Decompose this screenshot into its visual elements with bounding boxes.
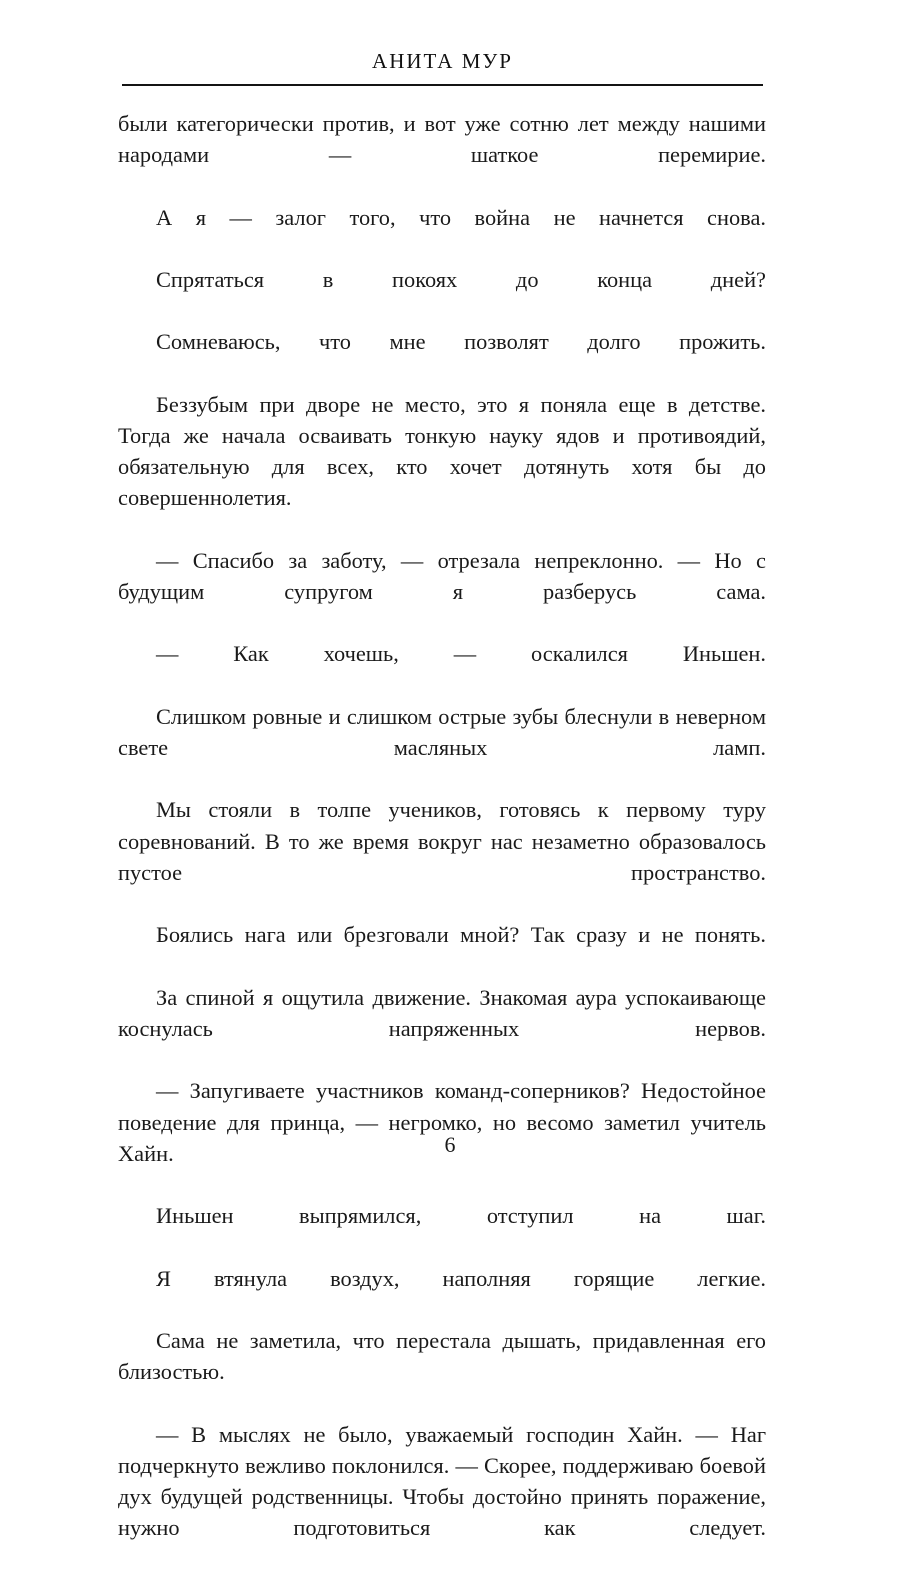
body-paragraph: Слишком ровные и слишком острые зубы блеснули в неверном свете масляных ламп.	[118, 703, 766, 761]
body-paragraph: Иньшен выпрямился, отступил на шаг.	[156, 1203, 766, 1229]
body-paragraph: За спиной я ощутила движение. Знакомая аура успокаивающе коснулась напряженных нервов.	[118, 984, 766, 1041]
body-paragraph: — Спасибо за заботу, — отрезала непреклонно. — Но с будущим супругом я разберусь сама.	[118, 547, 766, 605]
page-number-folio	[0, 1132, 900, 1158]
running-head	[122, 50, 763, 73]
body-paragraph: Я втянула воздух, наполняя горящие легкие.	[156, 1265, 766, 1291]
body-paragraph: Сомневаюсь, что мне позволят долго прожить.	[156, 329, 766, 355]
body-text-block	[118, 108, 766, 1575]
body-paragraph: Беззубым при дворе не место, это я поняла еще в детстве. Тогда же начала осваивать тонкую науку ядов и противоядий, обязательную для всех, кто хочет дотянуть хотя бы до совершеннолетия.	[118, 391, 766, 511]
body-paragraph: — Запугиваете участников команд-соперников? Недостойное поведение для принца, — негромко, но весомо заметил учитель Хайн.	[118, 1078, 766, 1166]
body-paragraph: — В мыслях не было, уважаемый господин Хайн. — Наг подчеркнуто вежливо поклонился. — Скорее, поддерживаю боевой дух будущей родственницы. Чтобы достойно принять поражение, нужно подготовиться как следует.	[118, 1421, 766, 1541]
body-paragraph: были категорически против, и вот уже сотню лет между нашими народами — шаткое перемирие.	[118, 111, 766, 168]
body-paragraph: — Как хочешь, — оскалился Иньшен.	[156, 641, 766, 667]
page-number: 6	[444, 1132, 456, 1157]
header-divider-rule	[122, 84, 763, 86]
running-head-author: АНИТА МУР	[372, 49, 513, 73]
body-paragraph: А я — залог того, что война не начнется снова.	[156, 204, 766, 230]
body-paragraph: Спрятаться в покоях до конца дней?	[156, 267, 766, 293]
body-paragraph: Боялись нага или брезговали мной? Так сразу и не понять.	[156, 922, 766, 948]
body-paragraph: Мы стояли в толпе учеников, готовясь к первому туру соревнований. В то же время вокруг нас незаметно образовалось пустое пространство.	[118, 797, 766, 885]
body-paragraph: Сама не заметила, что перестала дышать, придавленная его близостью.	[118, 1327, 766, 1385]
